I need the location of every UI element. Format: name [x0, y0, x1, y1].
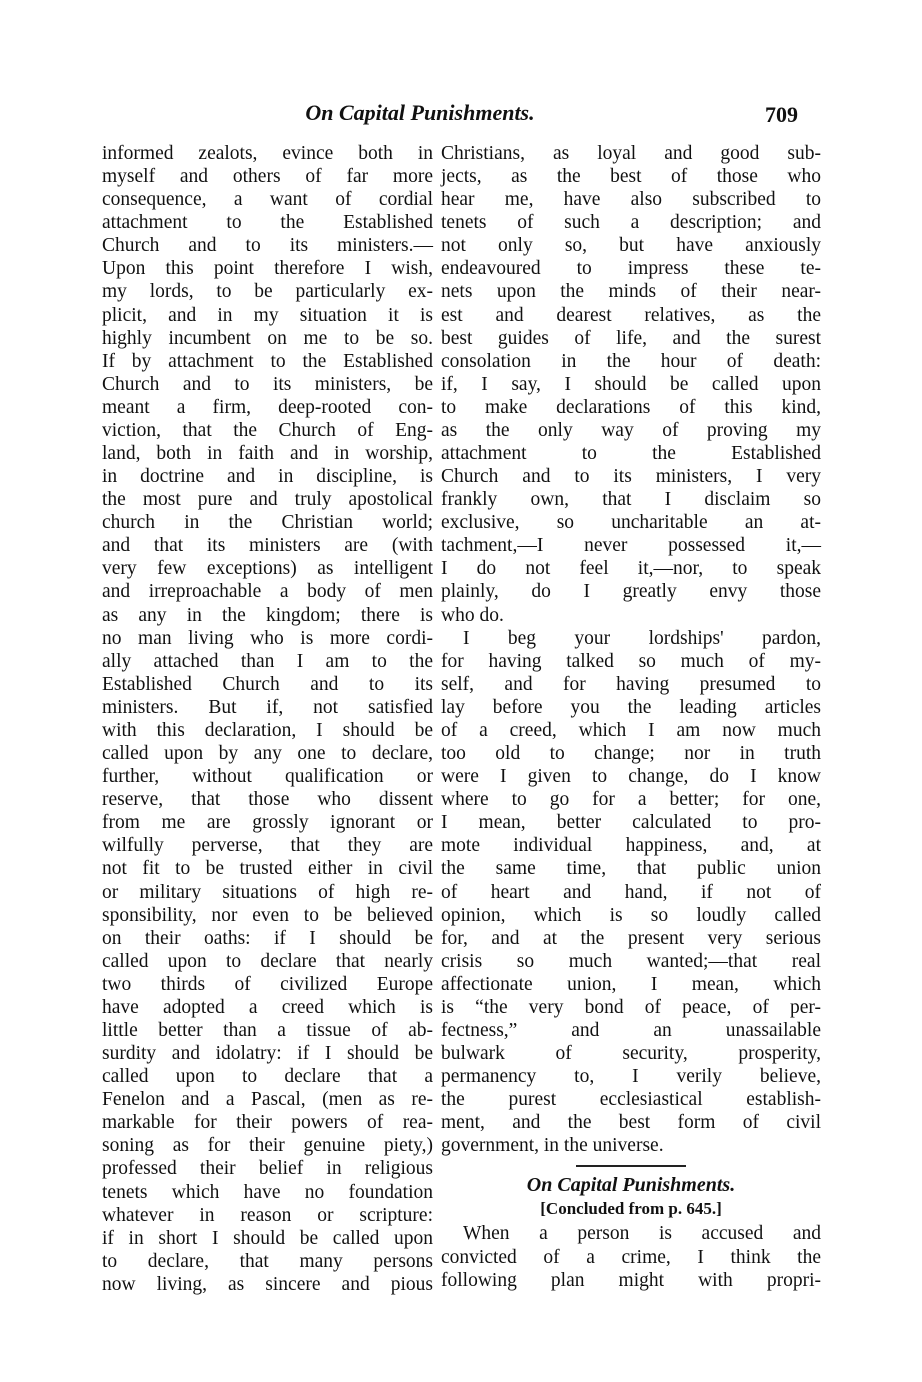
text-line: for, and at the present very serious: [441, 927, 821, 949]
text-line: tenets of such a description; and: [441, 212, 821, 234]
text-line: whatever in reason or scripture:: [102, 1204, 433, 1226]
text-line: no man living who is more cordi-: [102, 627, 433, 649]
text-line: reserve, that those who dissent: [102, 789, 433, 811]
text-line: ministers. But if, not satisfied: [102, 696, 433, 718]
text-line: est and dearest relatives, as the: [441, 304, 821, 326]
text-line: if in short I should be called upon: [102, 1227, 433, 1249]
right-column: [441, 142, 821, 1292]
text-line: plainly, do I greatly envy those: [441, 581, 821, 603]
text-line: or military situations of high re-: [102, 881, 433, 903]
text-line: Church and to its ministers, be: [102, 373, 433, 395]
text-line: and that its ministers are (with: [102, 535, 433, 557]
text-line: for having talked so much of my-: [441, 650, 821, 672]
section-subtitle: [Concluded from p. 645.]: [540, 1199, 722, 1219]
text-line: of heart and hand, if not of: [441, 881, 821, 903]
text-line: to make declarations of this kind,: [441, 396, 821, 418]
text-line: mote individual happiness, and, at: [441, 835, 821, 857]
text-line: plicit, and in my situation it is: [102, 304, 433, 326]
text-line: further, without qualification or: [102, 766, 433, 788]
text-line: informed zealots, evince both in: [102, 143, 433, 164]
text-line: consolation in the hour of death:: [441, 350, 821, 372]
page-number: 709: [765, 102, 798, 127]
text-line: from me are grossly ignorant or: [102, 812, 433, 834]
text-line: tenets which have no foundation: [102, 1181, 433, 1203]
text-line: wilfully perverse, that they are: [102, 835, 433, 857]
text-line: frankly own, that I disclaim so: [441, 489, 821, 511]
paragraph-apology: [441, 627, 821, 1158]
text-line: called upon to declare that a: [102, 1066, 433, 1088]
text-line: myself and others of far more: [102, 166, 433, 188]
text-line: if, I say, I should be called upon: [441, 373, 821, 395]
text-line: attachment to the Established: [102, 212, 433, 234]
text-line: where to go for a better; for one,: [441, 789, 821, 811]
text-line: permanency to, I verily believe,: [441, 1066, 821, 1088]
text-line: exclusive, so uncharitable an at-: [441, 512, 821, 534]
text-line: self, and for having presumed to: [441, 673, 821, 695]
text-line: endeavoured to impress these te-: [441, 258, 821, 280]
text-line: have adopted a creed which is: [102, 996, 433, 1018]
text-line: lay before you the leading articles: [441, 696, 821, 718]
text-line: attachment to the Established: [441, 443, 821, 465]
text-line: the purest ecclesiastical establish-: [441, 1089, 821, 1111]
text-line: hear me, have also subscribed to: [441, 189, 821, 211]
text-line: soning as for their genuine piety,): [102, 1135, 433, 1157]
text-line: sponsibility, nor even to be believed: [102, 904, 433, 926]
text-line: who do.: [441, 604, 504, 626]
text-line: fectness,” and an unassailable: [441, 1019, 821, 1041]
paragraph-closing: [441, 142, 821, 627]
section-title: On Capital Punishments.: [526, 1174, 736, 1197]
text-line: and irreproachable a body of men: [102, 581, 433, 603]
text-line: two thirds of civilized Europe: [102, 973, 433, 995]
text-line: my lords, to be particularly ex-: [102, 281, 433, 303]
text-line: Established Church and to its: [102, 673, 433, 695]
text-line: is “the very bond of peace, of per-: [441, 996, 821, 1018]
text-line: jects, as the best of those who: [441, 166, 821, 188]
text-line: Fenelon and a Pascal, (men as re-: [102, 1089, 433, 1111]
running-title: On Capital Punishments.: [305, 100, 535, 125]
text-line: I do not feel it,—nor, to speak: [441, 558, 821, 580]
text-line: were I given to change, do I know: [441, 766, 821, 788]
text-line: land, both in faith and in worship,: [102, 443, 433, 465]
text-line: as any in the kingdom; there is: [102, 604, 433, 626]
text-line: called upon to declare that nearly: [102, 950, 433, 972]
left-column: [102, 142, 433, 1296]
text-line: I mean, better calculated to pro-: [441, 812, 821, 834]
text-line: best guides of life, and the surest: [441, 327, 821, 349]
text-line: the most pure and truly apostolical: [102, 489, 433, 511]
section-body: [441, 1222, 821, 1291]
text-line: affectionate union, I mean, which: [441, 973, 821, 995]
text-line: surdity and idolatry: if I should be: [102, 1043, 433, 1065]
text-line: little better than a tissue of ab-: [102, 1019, 433, 1041]
text-line: very few exceptions) as intelligent: [102, 558, 433, 580]
text-line: If by attachment to the Established: [102, 350, 433, 372]
text-line: markable for their powers of rea-: [102, 1112, 433, 1134]
section-divider: [576, 1165, 686, 1167]
text-line: Upon this point therefore I wish,: [102, 258, 433, 280]
text-line: meant a firm, deep-rooted con-: [102, 396, 433, 418]
text-line: on their oaths: if I should be: [102, 927, 433, 949]
text-line: called upon by any one to declare,: [102, 743, 433, 765]
text-line: ment, and the best form of civil: [441, 1112, 821, 1134]
text-line: church in the Christian world;: [102, 512, 433, 534]
text-line: crisis so much wanted;—that real: [441, 950, 821, 972]
text-line: consequence, a want of cordial: [102, 189, 433, 211]
text-line: to declare, that many persons: [102, 1250, 433, 1272]
text-line: ally attached than I am to the: [102, 650, 433, 672]
text-line: in doctrine and in discipline, is: [102, 466, 433, 488]
text-line: bulwark of security, prosperity,: [441, 1043, 821, 1065]
text-line: the same time, that public union: [441, 858, 821, 880]
text-line: of a creed, which I am now much: [441, 719, 821, 741]
text-line: Church and to its ministers, I very: [441, 466, 821, 488]
text-line: opinion, which is so loudly called: [441, 904, 821, 926]
text-line: When a person is accused and: [463, 1223, 821, 1245]
text-line: too old to change; nor in truth: [441, 743, 821, 765]
text-line: not fit to be trusted either in civil: [102, 858, 433, 880]
text-line: as the only way of proving my: [441, 419, 821, 441]
text-line: with this declaration, I should be: [102, 719, 433, 741]
text-line: highly incumbent on me to be so.: [102, 327, 433, 349]
text-line: nets upon the minds of their near-: [441, 281, 821, 303]
text-line: Church and to its ministers.—: [102, 235, 433, 257]
text-line: I beg your lordships' pardon,: [463, 627, 821, 649]
text-line: now living, as sincere and pious: [102, 1273, 433, 1295]
text-line: professed their belief in religious: [102, 1158, 433, 1180]
text-line: following plan might with propri-: [441, 1269, 821, 1291]
text-line: not only so, but have anxiously: [441, 235, 821, 257]
text-line: convicted of a crime, I think the: [441, 1246, 821, 1268]
text-line: tachment,—I never possessed it,—: [441, 535, 821, 557]
text-line: government, in the universe.: [441, 1135, 664, 1157]
text-line: viction, that the Church of Eng-: [102, 419, 433, 441]
text-line: Christians, as loyal and good sub-: [441, 143, 821, 164]
